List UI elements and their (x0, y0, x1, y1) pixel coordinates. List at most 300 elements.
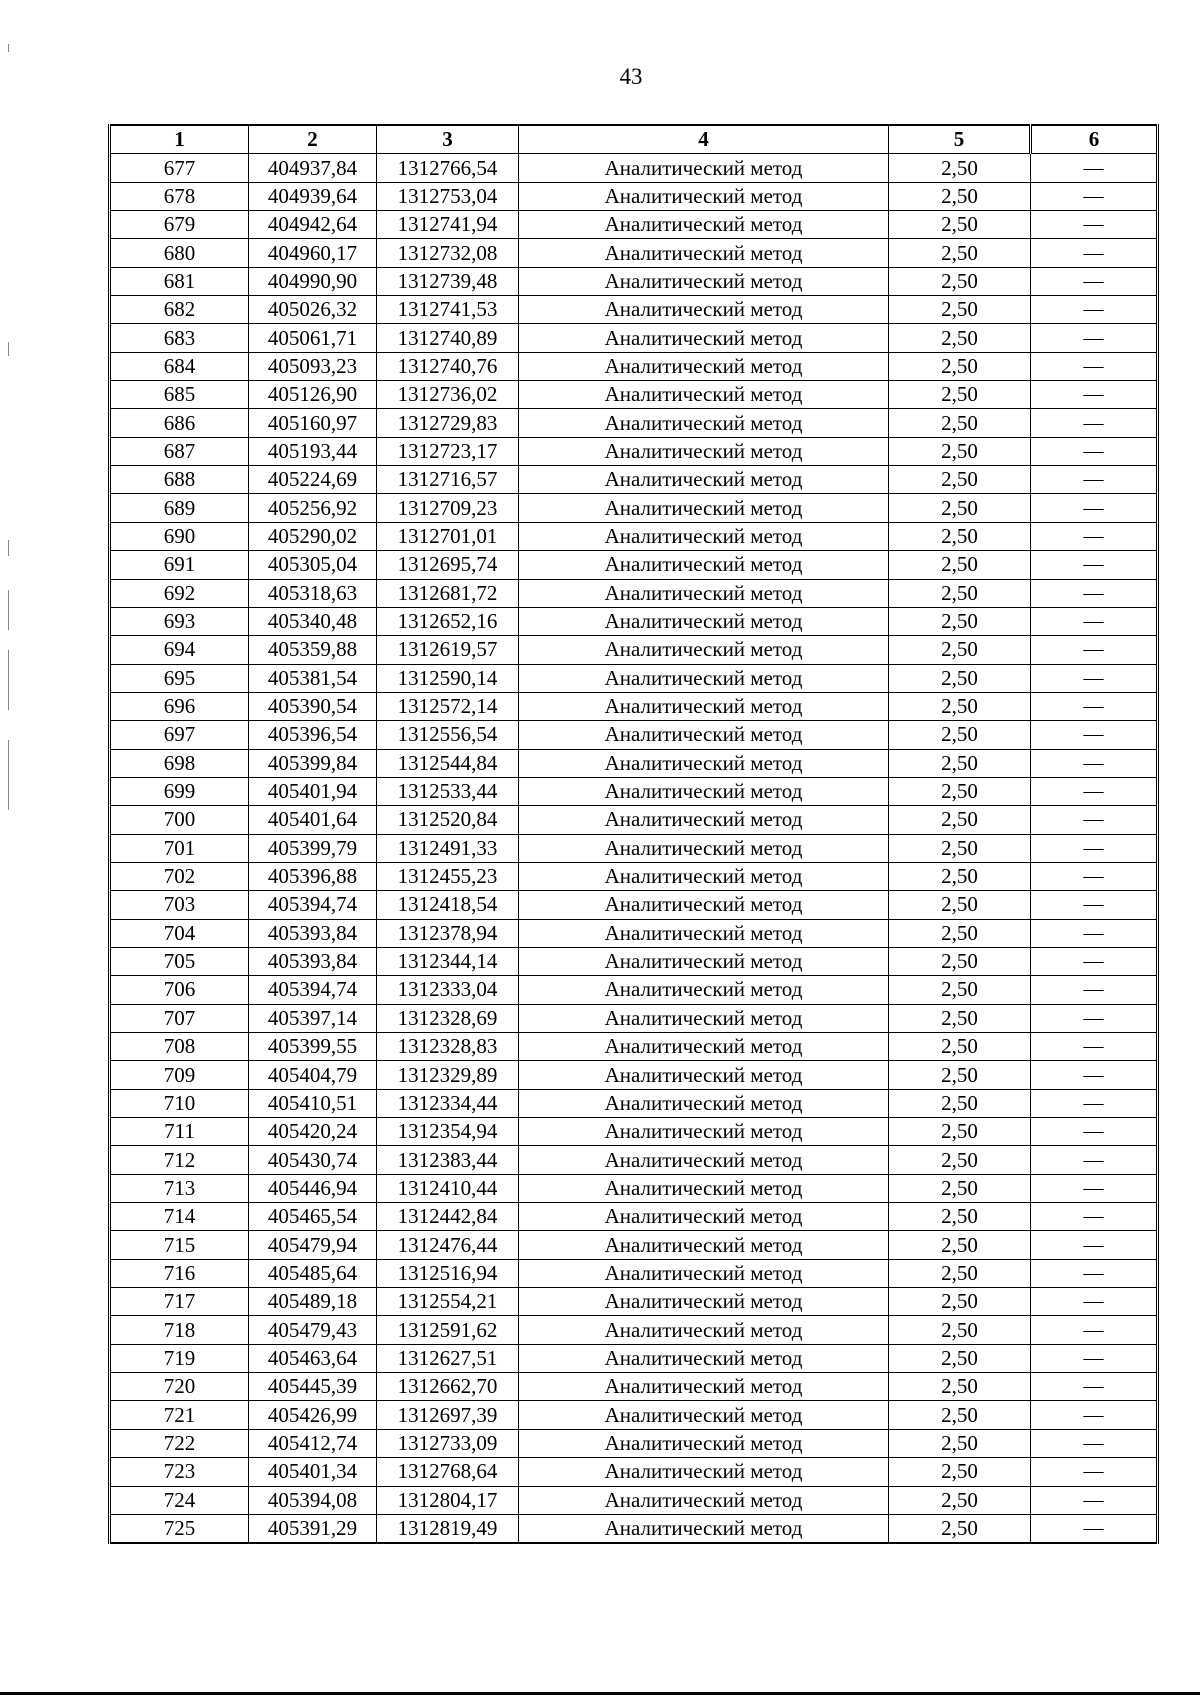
table-row (110, 182, 1158, 210)
accuracy-cell: 2,50 (889, 664, 1031, 692)
x-coordinate-cell: 405401,34 (249, 1458, 377, 1486)
note-cell: — (1031, 239, 1158, 267)
x-coordinate-cell: 405445,39 (249, 1373, 377, 1401)
accuracy-cell: 2,50 (889, 607, 1031, 635)
accuracy-cell: 2,50 (889, 1061, 1031, 1089)
method-cell: Аналитический метод (519, 494, 889, 522)
scan-edge-mark (8, 44, 9, 52)
y-coordinate-cell: 1312554,21 (377, 1288, 519, 1316)
x-coordinate-cell: 405381,54 (249, 664, 377, 692)
accuracy-cell: 2,50 (889, 1174, 1031, 1202)
method-cell: Аналитический метод (519, 1231, 889, 1259)
accuracy-cell: 2,50 (889, 692, 1031, 720)
accuracy-cell: 2,50 (889, 1486, 1031, 1514)
accuracy-cell: 2,50 (889, 636, 1031, 664)
column-header-2: 2 (249, 125, 377, 154)
y-coordinate-cell: 1312619,57 (377, 636, 519, 664)
note-cell: — (1031, 749, 1158, 777)
y-coordinate-cell: 1312442,84 (377, 1203, 519, 1231)
y-coordinate-cell: 1312662,70 (377, 1373, 519, 1401)
accuracy-cell: 2,50 (889, 862, 1031, 890)
x-coordinate-cell: 405305,04 (249, 551, 377, 579)
table-row (110, 1401, 1158, 1429)
y-coordinate-cell: 1312736,02 (377, 381, 519, 409)
table-row (110, 862, 1158, 890)
method-cell: Аналитический метод (519, 1373, 889, 1401)
row-number-cell: 720 (110, 1373, 249, 1401)
accuracy-cell: 2,50 (889, 1231, 1031, 1259)
header-row (110, 125, 1158, 154)
x-coordinate-cell: 405410,51 (249, 1089, 377, 1117)
y-coordinate-cell: 1312556,54 (377, 721, 519, 749)
method-cell: Аналитический метод (519, 1004, 889, 1032)
method-cell: Аналитический метод (519, 919, 889, 947)
accuracy-cell: 2,50 (889, 891, 1031, 919)
x-coordinate-cell: 405061,71 (249, 324, 377, 352)
row-number-cell: 701 (110, 834, 249, 862)
note-cell: — (1031, 1458, 1158, 1486)
x-coordinate-cell: 405399,84 (249, 749, 377, 777)
method-cell: Аналитический метод (519, 296, 889, 324)
method-cell: Аналитический метод (519, 267, 889, 295)
row-number-cell: 721 (110, 1401, 249, 1429)
row-number-cell: 725 (110, 1514, 249, 1543)
method-cell: Аналитический метод (519, 862, 889, 890)
accuracy-cell: 2,50 (889, 1004, 1031, 1032)
row-number-cell: 712 (110, 1146, 249, 1174)
x-coordinate-cell: 405485,64 (249, 1259, 377, 1287)
y-coordinate-cell: 1312740,76 (377, 352, 519, 380)
method-cell: Аналитический метод (519, 154, 889, 182)
note-cell: — (1031, 1146, 1158, 1174)
row-number-cell: 679 (110, 211, 249, 239)
x-coordinate-cell: 405404,79 (249, 1061, 377, 1089)
note-cell: — (1031, 522, 1158, 550)
note-cell: — (1031, 1288, 1158, 1316)
method-cell: Аналитический метод (519, 1061, 889, 1089)
x-coordinate-cell: 404942,64 (249, 211, 377, 239)
accuracy-cell: 2,50 (889, 721, 1031, 749)
row-number-cell: 695 (110, 664, 249, 692)
y-coordinate-cell: 1312739,48 (377, 267, 519, 295)
accuracy-cell: 2,50 (889, 466, 1031, 494)
y-coordinate-cell: 1312729,83 (377, 409, 519, 437)
note-cell: — (1031, 1061, 1158, 1089)
method-cell: Аналитический метод (519, 1174, 889, 1202)
accuracy-cell: 2,50 (889, 1344, 1031, 1372)
note-cell: — (1031, 1344, 1158, 1372)
y-coordinate-cell: 1312591,62 (377, 1316, 519, 1344)
row-number-cell: 698 (110, 749, 249, 777)
x-coordinate-cell: 405193,44 (249, 437, 377, 465)
note-cell: — (1031, 721, 1158, 749)
method-cell: Аналитический метод (519, 834, 889, 862)
x-coordinate-cell: 405340,48 (249, 607, 377, 635)
table-row (110, 522, 1158, 550)
table-row (110, 551, 1158, 579)
note-cell: — (1031, 466, 1158, 494)
row-number-cell: 719 (110, 1344, 249, 1372)
row-number-cell: 704 (110, 919, 249, 947)
note-cell: — (1031, 267, 1158, 295)
table-row (110, 1174, 1158, 1202)
note-cell: — (1031, 777, 1158, 805)
x-coordinate-cell: 405399,55 (249, 1033, 377, 1061)
y-coordinate-cell: 1312741,53 (377, 296, 519, 324)
y-coordinate-cell: 1312516,94 (377, 1259, 519, 1287)
note-cell: — (1031, 1203, 1158, 1231)
note-cell: — (1031, 324, 1158, 352)
y-coordinate-cell: 1312681,72 (377, 579, 519, 607)
method-cell: Аналитический метод (519, 1429, 889, 1457)
x-coordinate-cell: 405126,90 (249, 381, 377, 409)
note-cell: — (1031, 1316, 1158, 1344)
y-coordinate-cell: 1312716,57 (377, 466, 519, 494)
accuracy-cell: 2,50 (889, 211, 1031, 239)
accuracy-cell: 2,50 (889, 834, 1031, 862)
method-cell: Аналитический метод (519, 1458, 889, 1486)
table-row (110, 466, 1158, 494)
accuracy-cell: 2,50 (889, 437, 1031, 465)
accuracy-cell: 2,50 (889, 551, 1031, 579)
row-number-cell: 696 (110, 692, 249, 720)
table-row (110, 437, 1158, 465)
x-coordinate-cell: 404939,64 (249, 182, 377, 210)
scan-edge-mark (8, 650, 9, 710)
note-cell: — (1031, 1373, 1158, 1401)
method-cell: Аналитический метод (519, 466, 889, 494)
method-cell: Аналитический метод (519, 692, 889, 720)
table-row (110, 409, 1158, 437)
note-cell: — (1031, 1089, 1158, 1117)
method-cell: Аналитический метод (519, 1203, 889, 1231)
row-number-cell: 682 (110, 296, 249, 324)
table-row (110, 749, 1158, 777)
y-coordinate-cell: 1312804,17 (377, 1486, 519, 1514)
y-coordinate-cell: 1312695,74 (377, 551, 519, 579)
method-cell: Аналитический метод (519, 381, 889, 409)
accuracy-cell: 2,50 (889, 522, 1031, 550)
y-coordinate-cell: 1312344,14 (377, 947, 519, 975)
table-row (110, 692, 1158, 720)
y-coordinate-cell: 1312544,84 (377, 749, 519, 777)
note-cell: — (1031, 1231, 1158, 1259)
note-cell: — (1031, 976, 1158, 1004)
note-cell: — (1031, 211, 1158, 239)
table-row (110, 834, 1158, 862)
table-row (110, 1231, 1158, 1259)
accuracy-cell: 2,50 (889, 409, 1031, 437)
x-coordinate-cell: 405160,97 (249, 409, 377, 437)
row-number-cell: 700 (110, 806, 249, 834)
note-cell: — (1031, 182, 1158, 210)
row-number-cell: 680 (110, 239, 249, 267)
x-coordinate-cell: 404960,17 (249, 239, 377, 267)
x-coordinate-cell: 405394,74 (249, 976, 377, 1004)
table-body (110, 154, 1158, 1543)
scan-bottom-edge (0, 1692, 1200, 1695)
method-cell: Аналитический метод (519, 777, 889, 805)
y-coordinate-cell: 1312627,51 (377, 1344, 519, 1372)
column-header-1: 1 (110, 125, 249, 154)
table-row (110, 239, 1158, 267)
y-coordinate-cell: 1312476,44 (377, 1231, 519, 1259)
accuracy-cell: 2,50 (889, 239, 1031, 267)
note-cell: — (1031, 664, 1158, 692)
row-number-cell: 699 (110, 777, 249, 805)
method-cell: Аналитический метод (519, 607, 889, 635)
y-coordinate-cell: 1312354,94 (377, 1118, 519, 1146)
y-coordinate-cell: 1312520,84 (377, 806, 519, 834)
table-row (110, 891, 1158, 919)
method-cell: Аналитический метод (519, 437, 889, 465)
table-row (110, 324, 1158, 352)
method-cell: Аналитический метод (519, 1089, 889, 1117)
table-row (110, 267, 1158, 295)
x-coordinate-cell: 405318,63 (249, 579, 377, 607)
x-coordinate-cell: 405290,02 (249, 522, 377, 550)
y-coordinate-cell: 1312491,33 (377, 834, 519, 862)
accuracy-cell: 2,50 (889, 1401, 1031, 1429)
y-coordinate-cell: 1312732,08 (377, 239, 519, 267)
row-number-cell: 677 (110, 154, 249, 182)
method-cell: Аналитический метод (519, 664, 889, 692)
row-number-cell: 722 (110, 1429, 249, 1457)
table-row (110, 806, 1158, 834)
table-row (110, 777, 1158, 805)
note-cell: — (1031, 1429, 1158, 1457)
accuracy-cell: 2,50 (889, 1118, 1031, 1146)
method-cell: Аналитический метод (519, 976, 889, 1004)
table-row (110, 976, 1158, 1004)
note-cell: — (1031, 1486, 1158, 1514)
note-cell: — (1031, 296, 1158, 324)
row-number-cell: 717 (110, 1288, 249, 1316)
note-cell: — (1031, 692, 1158, 720)
row-number-cell: 697 (110, 721, 249, 749)
row-number-cell: 686 (110, 409, 249, 437)
note-cell: — (1031, 862, 1158, 890)
row-number-cell: 705 (110, 947, 249, 975)
y-coordinate-cell: 1312329,89 (377, 1061, 519, 1089)
y-coordinate-cell: 1312652,16 (377, 607, 519, 635)
accuracy-cell: 2,50 (889, 777, 1031, 805)
accuracy-cell: 2,50 (889, 1429, 1031, 1457)
method-cell: Аналитический метод (519, 1514, 889, 1543)
row-number-cell: 709 (110, 1061, 249, 1089)
y-coordinate-cell: 1312766,54 (377, 154, 519, 182)
accuracy-cell: 2,50 (889, 1514, 1031, 1543)
table-row (110, 1203, 1158, 1231)
row-number-cell: 718 (110, 1316, 249, 1344)
note-cell: — (1031, 579, 1158, 607)
note-cell: — (1031, 381, 1158, 409)
x-coordinate-cell: 405224,69 (249, 466, 377, 494)
accuracy-cell: 2,50 (889, 579, 1031, 607)
x-coordinate-cell: 405256,92 (249, 494, 377, 522)
row-number-cell: 683 (110, 324, 249, 352)
note-cell: — (1031, 947, 1158, 975)
y-coordinate-cell: 1312328,69 (377, 1004, 519, 1032)
accuracy-cell: 2,50 (889, 749, 1031, 777)
method-cell: Аналитический метод (519, 1118, 889, 1146)
x-coordinate-cell: 405393,84 (249, 919, 377, 947)
table-row (110, 721, 1158, 749)
row-number-cell: 708 (110, 1033, 249, 1061)
note-cell: — (1031, 919, 1158, 947)
y-coordinate-cell: 1312533,44 (377, 777, 519, 805)
y-coordinate-cell: 1312590,14 (377, 664, 519, 692)
method-cell: Аналитический метод (519, 1401, 889, 1429)
table-row (110, 1514, 1158, 1543)
table-row (110, 1288, 1158, 1316)
method-cell: Аналитический метод (519, 891, 889, 919)
x-coordinate-cell: 405390,54 (249, 692, 377, 720)
note-cell: — (1031, 806, 1158, 834)
table-row (110, 352, 1158, 380)
method-cell: Аналитический метод (519, 1033, 889, 1061)
row-number-cell: 693 (110, 607, 249, 635)
y-coordinate-cell: 1312410,44 (377, 1174, 519, 1202)
accuracy-cell: 2,50 (889, 267, 1031, 295)
note-cell: — (1031, 154, 1158, 182)
method-cell: Аналитический метод (519, 352, 889, 380)
accuracy-cell: 2,50 (889, 296, 1031, 324)
table-row (110, 636, 1158, 664)
note-cell: — (1031, 1004, 1158, 1032)
table-row (110, 494, 1158, 522)
method-cell: Аналитический метод (519, 579, 889, 607)
table-row (110, 1089, 1158, 1117)
note-cell: — (1031, 607, 1158, 635)
accuracy-cell: 2,50 (889, 1373, 1031, 1401)
note-cell: — (1031, 891, 1158, 919)
y-coordinate-cell: 1312768,64 (377, 1458, 519, 1486)
column-header-4: 4 (519, 125, 889, 154)
note-cell: — (1031, 1174, 1158, 1202)
table-row (110, 1344, 1158, 1372)
scan-edge-mark (8, 540, 9, 556)
x-coordinate-cell: 405394,08 (249, 1486, 377, 1514)
note-cell: — (1031, 1514, 1158, 1543)
y-coordinate-cell: 1312328,83 (377, 1033, 519, 1061)
row-number-cell: 711 (110, 1118, 249, 1146)
table-row (110, 1118, 1158, 1146)
y-coordinate-cell: 1312378,94 (377, 919, 519, 947)
method-cell: Аналитический метод (519, 1259, 889, 1287)
row-number-cell: 691 (110, 551, 249, 579)
note-cell: — (1031, 352, 1158, 380)
note-cell: — (1031, 494, 1158, 522)
table-row (110, 211, 1158, 239)
y-coordinate-cell: 1312733,09 (377, 1429, 519, 1457)
x-coordinate-cell: 405397,14 (249, 1004, 377, 1032)
table-row (110, 1033, 1158, 1061)
row-number-cell: 684 (110, 352, 249, 380)
x-coordinate-cell: 405420,24 (249, 1118, 377, 1146)
y-coordinate-cell: 1312383,44 (377, 1146, 519, 1174)
x-coordinate-cell: 405359,88 (249, 636, 377, 664)
table-row (110, 1458, 1158, 1486)
accuracy-cell: 2,50 (889, 1458, 1031, 1486)
table-row (110, 1486, 1158, 1514)
x-coordinate-cell: 405396,88 (249, 862, 377, 890)
y-coordinate-cell: 1312740,89 (377, 324, 519, 352)
column-header-5: 5 (889, 125, 1031, 154)
method-cell: Аналитический метод (519, 324, 889, 352)
row-number-cell: 681 (110, 267, 249, 295)
row-number-cell: 713 (110, 1174, 249, 1202)
table-row (110, 1004, 1158, 1032)
x-coordinate-cell: 405026,32 (249, 296, 377, 324)
x-coordinate-cell: 405401,94 (249, 777, 377, 805)
table-row (110, 607, 1158, 635)
note-cell: — (1031, 1401, 1158, 1429)
method-cell: Аналитический метод (519, 211, 889, 239)
note-cell: — (1031, 636, 1158, 664)
accuracy-cell: 2,50 (889, 1203, 1031, 1231)
x-coordinate-cell: 405093,23 (249, 352, 377, 380)
method-cell: Аналитический метод (519, 1316, 889, 1344)
note-cell: — (1031, 1033, 1158, 1061)
note-cell: — (1031, 551, 1158, 579)
accuracy-cell: 2,50 (889, 324, 1031, 352)
x-coordinate-cell: 405489,18 (249, 1288, 377, 1316)
x-coordinate-cell: 405430,74 (249, 1146, 377, 1174)
method-cell: Аналитический метод (519, 947, 889, 975)
row-number-cell: 706 (110, 976, 249, 1004)
x-coordinate-cell: 405463,64 (249, 1344, 377, 1372)
method-cell: Аналитический метод (519, 522, 889, 550)
row-number-cell: 723 (110, 1458, 249, 1486)
x-coordinate-cell: 405399,79 (249, 834, 377, 862)
method-cell: Аналитический метод (519, 636, 889, 664)
method-cell: Аналитический метод (519, 409, 889, 437)
note-cell: — (1031, 409, 1158, 437)
accuracy-cell: 2,50 (889, 919, 1031, 947)
method-cell: Аналитический метод (519, 551, 889, 579)
column-header-3: 3 (377, 125, 519, 154)
scan-edge-mark (8, 590, 9, 630)
x-coordinate-cell: 405465,54 (249, 1203, 377, 1231)
x-coordinate-cell: 405479,94 (249, 1231, 377, 1259)
x-coordinate-cell: 405401,64 (249, 806, 377, 834)
note-cell: — (1031, 1259, 1158, 1287)
accuracy-cell: 2,50 (889, 352, 1031, 380)
method-cell: Аналитический метод (519, 749, 889, 777)
method-cell: Аналитический метод (519, 1288, 889, 1316)
method-cell: Аналитический метод (519, 1344, 889, 1372)
accuracy-cell: 2,50 (889, 947, 1031, 975)
scan-edge-mark (8, 740, 9, 810)
y-coordinate-cell: 1312572,14 (377, 692, 519, 720)
method-cell: Аналитический метод (519, 182, 889, 210)
row-number-cell: 694 (110, 636, 249, 664)
row-number-cell: 714 (110, 1203, 249, 1231)
accuracy-cell: 2,50 (889, 1146, 1031, 1174)
accuracy-cell: 2,50 (889, 494, 1031, 522)
y-coordinate-cell: 1312753,04 (377, 182, 519, 210)
row-number-cell: 685 (110, 381, 249, 409)
page-number: 43 (619, 64, 643, 89)
note-cell: — (1031, 437, 1158, 465)
accuracy-cell: 2,50 (889, 1033, 1031, 1061)
x-coordinate-cell: 405479,43 (249, 1316, 377, 1344)
row-number-cell: 689 (110, 494, 249, 522)
table-row (110, 296, 1158, 324)
x-coordinate-cell: 405391,29 (249, 1514, 377, 1543)
table-row (110, 579, 1158, 607)
